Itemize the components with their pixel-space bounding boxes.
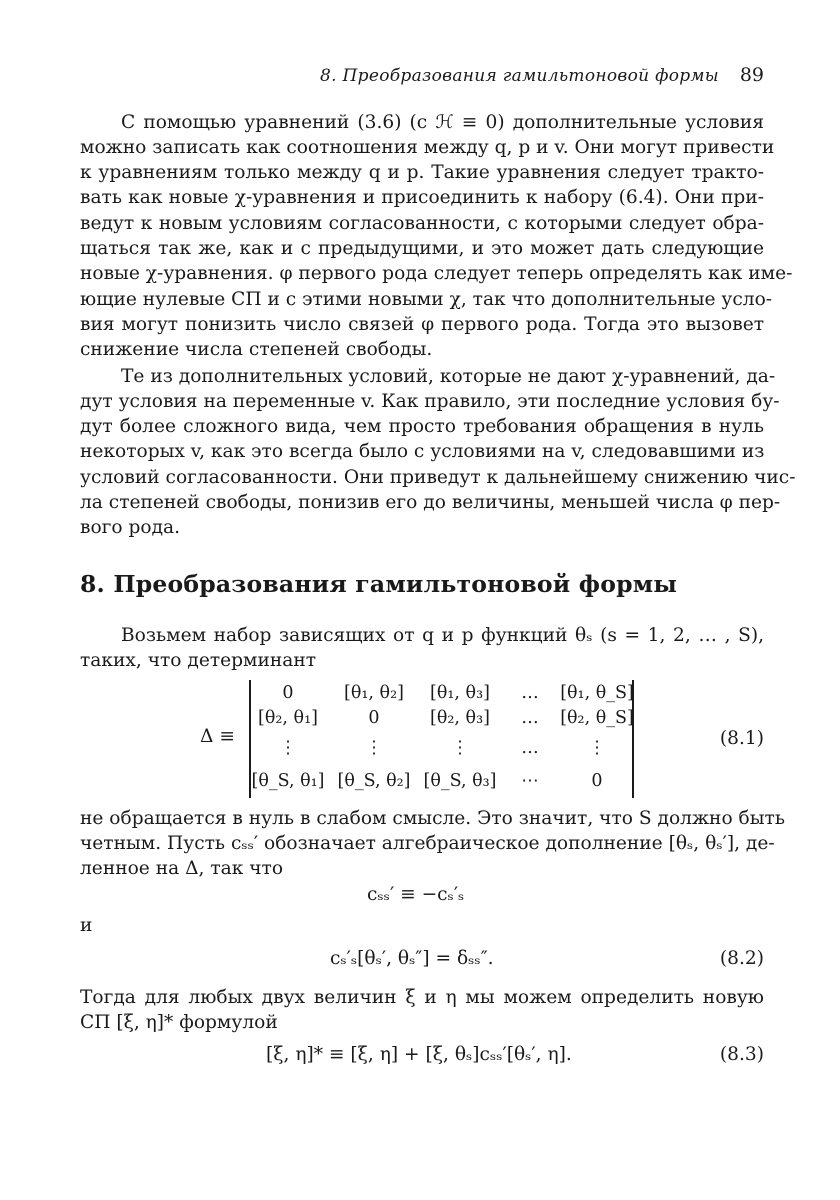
para1-line-9: вия могут понизить число связей φ первого рода. Тогда это вызовет [80, 314, 764, 335]
para4-line-3: ленное на Δ, так что [80, 858, 284, 879]
det-cell: 0 [591, 771, 603, 791]
det-lhs: Δ ≡ [200, 726, 235, 747]
det-cell: … [521, 708, 539, 728]
symmetry-equation: cₛₛ′ ≡ −cₛ′ₛ [367, 884, 465, 905]
para1-line-1: С помощью уравнений (3.6) (с ℋ ≡ 0) дополнительные условия [121, 112, 764, 133]
para2-line-3: дут более сложного вида, чем просто требования обращения в нуль [80, 416, 764, 437]
det-cell: [θ₂, θ_S] [560, 708, 634, 728]
page-number: 89 [739, 64, 764, 86]
conjunction-i: и [80, 915, 93, 936]
para2-line-1: Те из дополнительных условий, которые не дают χ-уравнений, да- [121, 366, 776, 387]
equation-number-8-3: (8.3) [719, 1044, 764, 1065]
det-cell: … [521, 683, 539, 703]
det-cell: ⋮ [588, 738, 606, 758]
det-cell: [θ₁, θ_S] [560, 683, 634, 703]
det-cell: ⋮ [279, 738, 297, 758]
equation-number-8-1: (8.1) [719, 728, 764, 749]
para3-line-1: Возьмем набор зависящих от q и p функций θₛ (s = 1, 2, … , S), [121, 625, 764, 646]
det-cell: [θ_S, θ₁] [251, 771, 325, 791]
det-cell: [θ₂, θ₃] [430, 708, 490, 728]
para2-line-2: дут условия на переменные v. Как правило, эти последние условия бу- [80, 391, 780, 412]
det-cell: … [521, 738, 539, 758]
para3-line-2: таких, что детерминант [80, 650, 317, 671]
para2-line-4: некоторых v, как это всегда было с условиями на v, следовавшими из [80, 441, 765, 462]
para2-line-6: ла степеней свободы, понизив его до величины, меньшей числа φ пер- [80, 492, 781, 513]
det-cell: [θ₁, θ₃] [430, 683, 490, 703]
det-cell: [θ_S, θ₃] [423, 771, 497, 791]
det-cell: ⋮ [451, 738, 469, 758]
para1-line-10: снижение числа степеней свободы. [80, 339, 433, 360]
page-header [80, 64, 764, 90]
equation-number-8-2: (8.2) [719, 948, 764, 969]
section-title: 8. Преобразования гамильтоновой формы [80, 570, 678, 598]
para1-line-2: можно записать как соотношения между q, p и v. Они могут привести [80, 137, 775, 158]
para1-line-3: к уравнениям только между q и p. Такие уравнения следует тракто- [80, 162, 764, 183]
para1-line-7: новые χ-уравнения. φ первого рода следует теперь определять как име- [80, 263, 793, 284]
det-cell: 0 [368, 708, 380, 728]
para4-line-1: не обращается в нуль в слабом смысле. Это значит, что S должно быть [80, 808, 785, 829]
det-cell: [θ₁, θ₂] [344, 683, 404, 703]
running-title: 8. Преобразования гамильтоновой формы [320, 66, 719, 86]
det-cell: [θ₂, θ₁] [258, 708, 318, 728]
para1-line-5: ведут к новым условиям согласованности, с которыми следует обра- [80, 213, 764, 234]
para1-line-6: щаться так же, как и с предыдущими, и это может дать следующие [80, 238, 764, 259]
det-cell: 0 [282, 683, 294, 703]
det-cell: [θ_S, θ₂] [337, 771, 411, 791]
det-cell: ⋯ [521, 771, 539, 791]
det-cell: ⋮ [365, 738, 383, 758]
para5-line-1: Тогда для любых двух величин ξ и η мы можем определить новую [80, 987, 764, 1008]
para5-line-2: СП [ξ, η]* формулой [80, 1012, 278, 1033]
para2-line-5: условий согласованности. Они приведут к дальнейшему снижению чис- [80, 467, 796, 488]
para4-line-2: четным. Пусть cₛₛ′ обозначает алгебраическое дополнение [θₛ, θₛ′], де- [80, 833, 775, 854]
equation-8-2: cₛ′ₛ[θₛ′, θₛ″] = δₛₛ″. [330, 948, 494, 969]
equation-8-3: [ξ, η]* ≡ [ξ, η] + [ξ, θₛ]cₛₛ′[θₛ′, η]. [266, 1044, 572, 1065]
para2-line-7: вого рода. [80, 517, 181, 538]
para1-line-4: вать как новые χ-уравнения и присоединить к набору (6.4). Они при- [80, 187, 764, 208]
para1-line-8: ющие нулевые СП и с этими новыми χ, так что дополнительные усло- [80, 289, 773, 310]
